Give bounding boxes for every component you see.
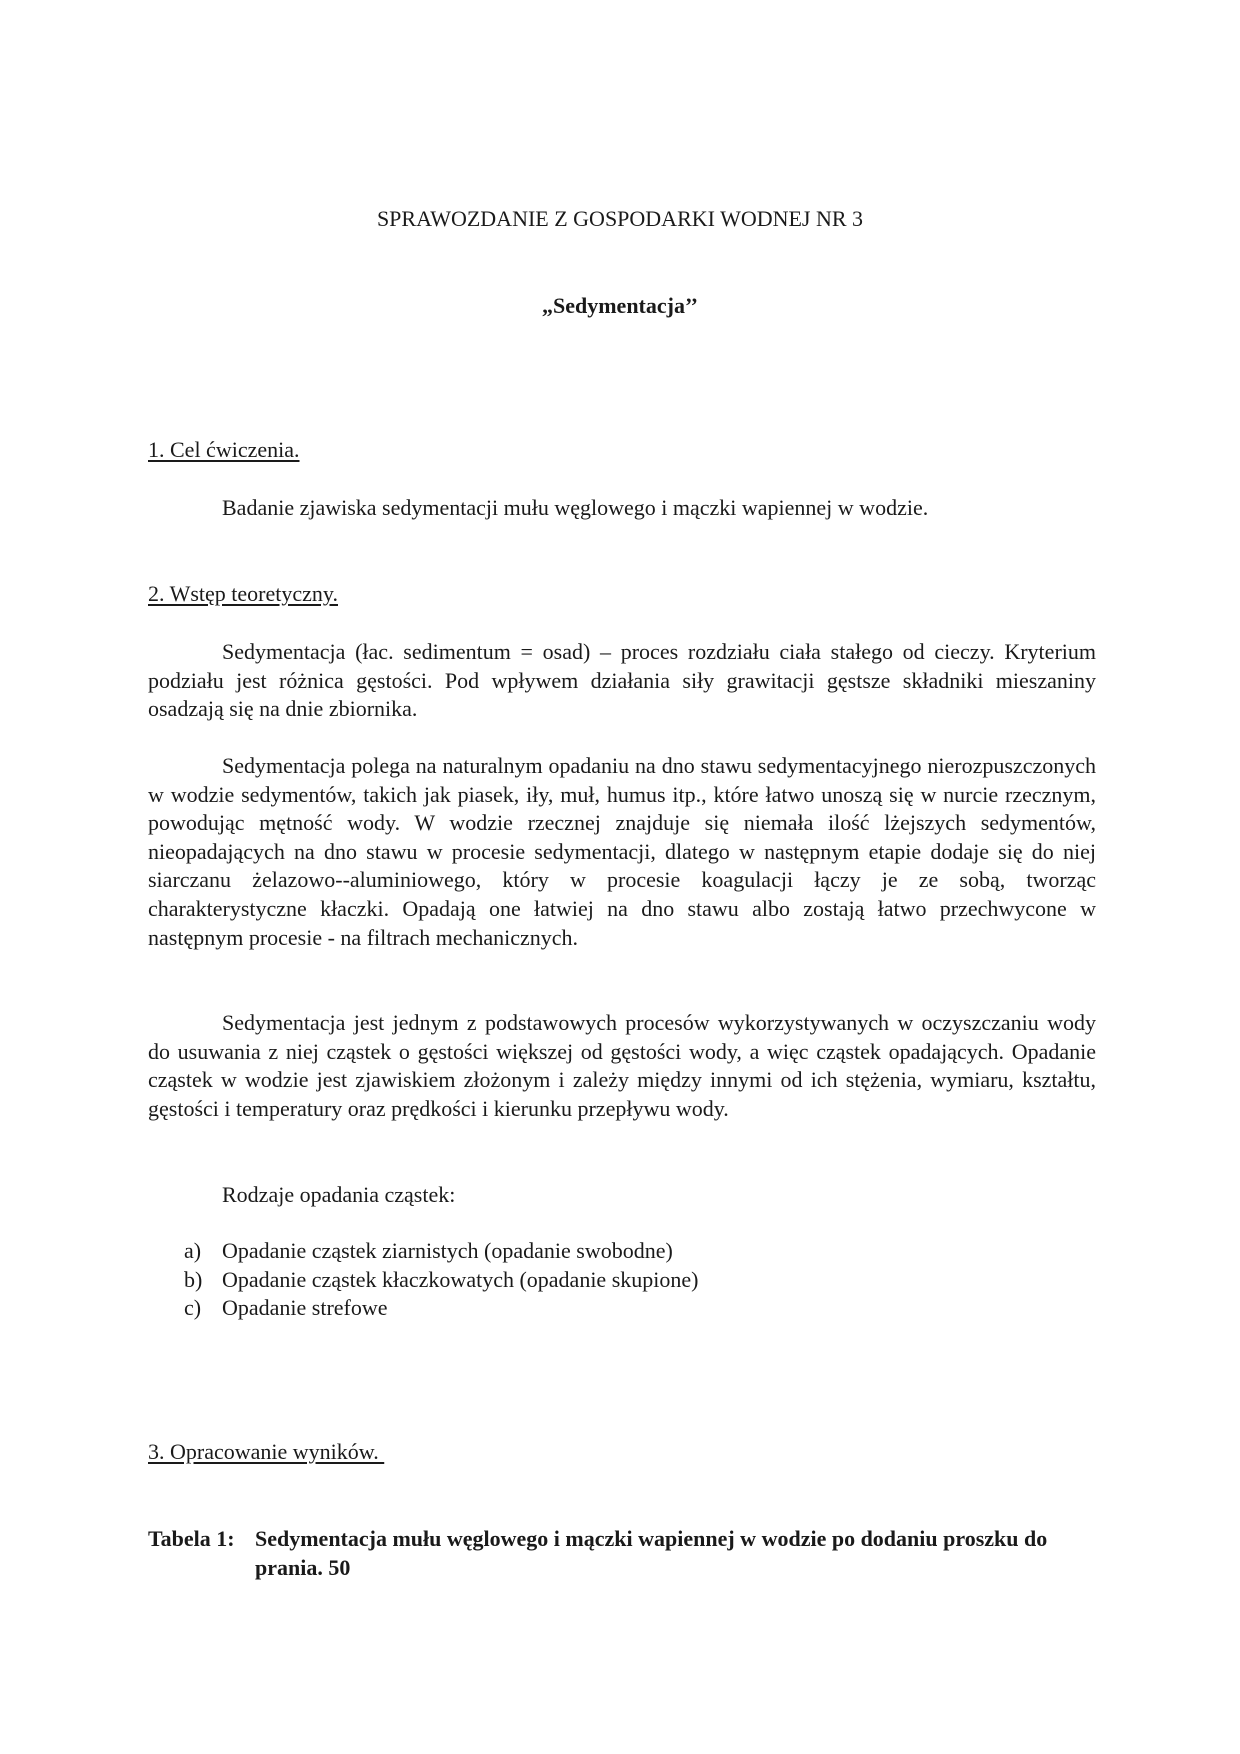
section-1-text: Badanie zjawiska sedymentacji mułu węglowego i mączki wapiennej w wodzie. [222,495,929,520]
list-marker: c) [184,1295,202,1321]
list-item-text: Opadanie cząstek kłaczkowatych (opadanie skupione) [222,1266,699,1292]
paragraph-process: Sedymentacja polega na naturalnym opadaniu na dno stawu sedymentacyjnego nierozpuszczonych w wodzie sedymentów, takich jak piasek, iły, muł, humus itp., które łatwo unoszą się w nurcie rzecznym, powodując mętność wody. W wodzie rzecznej znajduje się niemała ilość lżejszych sedymentów, nieopadających na dno stawu w procesie sedymentacji, dlatego w następnym etapie dodaje się do niej siarczanu żelazowo--aluminiowego, który w procesie koagulacji łączy je ze sobą, tworząc charakterystyczne kłaczki. Opadają one łatwiej na dno stawu albo zostają łatwo przechwycone w następnym procesie - na filtrach mechanicznych. [148,753,1096,950]
document-title: „Sedymentacja’’ [542,293,698,318]
section-3-heading: 3. Opracowanie wyników. [148,1439,385,1464]
paragraph-purpose: Sedymentacja jest jednym z podstawowych procesów wykorzystywanych w oczyszczaniu wody do usuwania z niej cząstek o gęstości większej od gęstości wody, a więc cząstek opadających. Opadanie cząstek w wodzie jest zjawiskiem złożonym i zależy między innymi od ich stężenia, wymiaru, kształtu, gęstości i temperatury oraz prędkości i kierunku przepływu wody. [148,1010,1096,1121]
document-header: SPRAWOZDANIE Z GOSPODARKI WODNEJ NR 3 [376,206,864,231]
section-2-heading: 2. Wstęp teoretyczny. [148,581,338,606]
list-intro: Rodzaje opadania cząstek: [222,1182,456,1207]
list-marker: b) [184,1266,203,1292]
table-caption-text: Sedymentacja mułu węglowego i mączki wapiennej w wodzie po dodaniu proszku do prania. 50 [255,1526,1048,1580]
paragraph-definition: Sedymentacja (łac. sedimentum = osad) – proces rozdziału ciała stałego od cieczy. Kryterium podziału jest różnica gęstości. Pod wpływem działania siły grawitacji gęstsze składniki mieszaniny osadzają się na dnie zbiornika. [148,639,1096,722]
section-1-heading: 1. Cel ćwiczenia. [148,437,300,462]
list-marker: a) [184,1238,202,1263]
table-caption-prefix: Tabela 1: [148,1526,235,1551]
list-item-text: Opadanie strefowe [222,1295,388,1321]
list-item-text: Opadanie cząstek ziarnistych (opadanie swobodne) [222,1238,673,1263]
